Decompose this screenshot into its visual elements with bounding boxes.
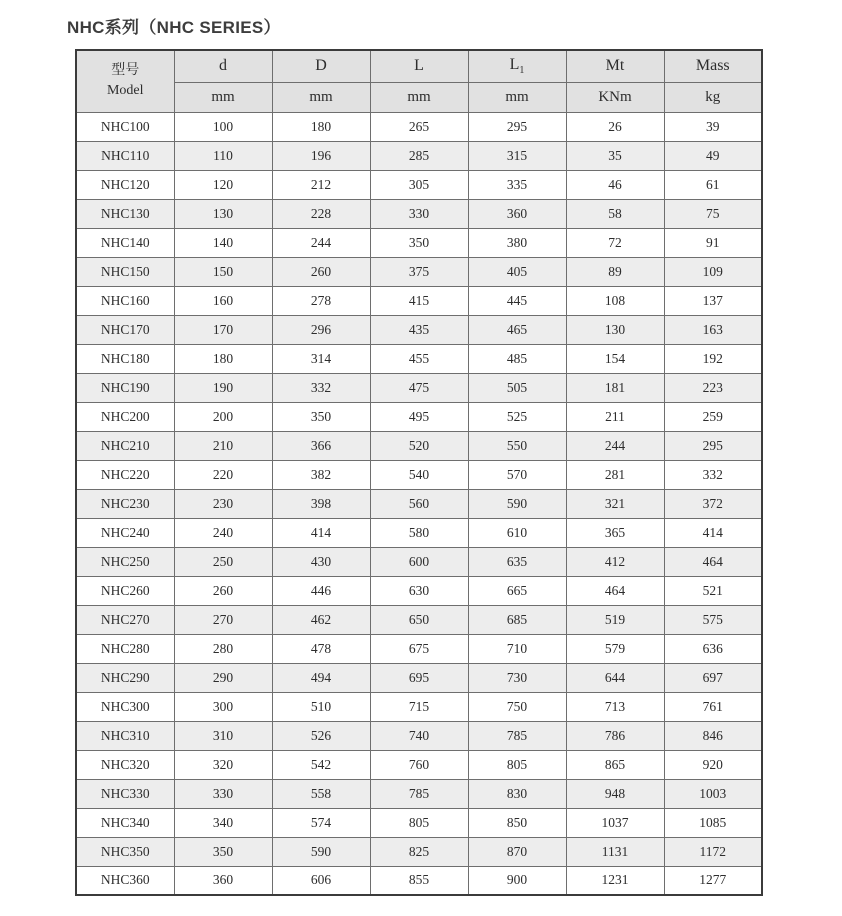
value-cell: 415 [370, 286, 468, 315]
model-cell: NHC320 [76, 750, 174, 779]
table-row [76, 199, 762, 228]
value-cell: 715 [370, 692, 468, 721]
table-row [76, 431, 762, 460]
value-cell: 350 [272, 402, 370, 431]
value-cell: 365 [566, 518, 664, 547]
value-cell: 200 [174, 402, 272, 431]
table-row [76, 837, 762, 866]
value-cell: 750 [468, 692, 566, 721]
value-cell: 430 [272, 547, 370, 576]
value-cell: 89 [566, 257, 664, 286]
column-header-D: D [272, 50, 370, 82]
value-cell: 285 [370, 141, 468, 170]
value-cell: 75 [664, 199, 762, 228]
value-cell: 192 [664, 344, 762, 373]
value-cell: 244 [566, 431, 664, 460]
value-cell: 740 [370, 721, 468, 750]
value-cell: 1172 [664, 837, 762, 866]
table-row [76, 866, 762, 895]
value-cell: 190 [174, 373, 272, 402]
value-cell: 130 [566, 315, 664, 344]
value-cell: 366 [272, 431, 370, 460]
model-cell: NHC180 [76, 344, 174, 373]
table-row [76, 112, 762, 141]
model-cell: NHC280 [76, 634, 174, 663]
value-cell: 300 [174, 692, 272, 721]
header-row-labels [76, 50, 762, 82]
model-cell: NHC350 [76, 837, 174, 866]
value-cell: 494 [272, 663, 370, 692]
value-cell: 332 [272, 373, 370, 402]
value-cell: 320 [174, 750, 272, 779]
value-cell: 61 [664, 170, 762, 199]
value-cell: 259 [664, 402, 762, 431]
value-cell: 72 [566, 228, 664, 257]
table-row [76, 141, 762, 170]
value-cell: 260 [272, 257, 370, 286]
column-header-d: d [174, 50, 272, 82]
value-cell: 360 [468, 199, 566, 228]
table-row [76, 489, 762, 518]
table-row [76, 344, 762, 373]
value-cell: 590 [272, 837, 370, 866]
value-cell: 350 [370, 228, 468, 257]
model-cell: NHC230 [76, 489, 174, 518]
value-cell: 1131 [566, 837, 664, 866]
value-cell: 445 [468, 286, 566, 315]
model-cell: NHC260 [76, 576, 174, 605]
value-cell: 295 [468, 112, 566, 141]
model-column-header [76, 50, 174, 112]
column-unit-Mass: kg [664, 82, 762, 112]
value-cell: 850 [468, 808, 566, 837]
value-cell: 630 [370, 576, 468, 605]
column-header-L1: $L_1$ [468, 50, 566, 82]
value-cell: 228 [272, 199, 370, 228]
value-cell: 580 [370, 518, 468, 547]
column-unit-D: mm [272, 82, 370, 112]
value-cell: 382 [272, 460, 370, 489]
value-cell: 211 [566, 402, 664, 431]
value-cell: 542 [272, 750, 370, 779]
value-cell: 435 [370, 315, 468, 344]
value-cell: 570 [468, 460, 566, 489]
value-cell: 846 [664, 721, 762, 750]
value-cell: 108 [566, 286, 664, 315]
value-cell: 58 [566, 199, 664, 228]
table-row [76, 547, 762, 576]
table-row [76, 286, 762, 315]
column-header-Mt: Mt [566, 50, 664, 82]
model-cell: NHC360 [76, 866, 174, 895]
value-cell: 314 [272, 344, 370, 373]
value-cell: 870 [468, 837, 566, 866]
value-cell: 230 [174, 489, 272, 518]
value-cell: 855 [370, 866, 468, 895]
value-cell: 540 [370, 460, 468, 489]
value-cell: 265 [370, 112, 468, 141]
value-cell: 761 [664, 692, 762, 721]
value-cell: 1085 [664, 808, 762, 837]
value-cell: 575 [664, 605, 762, 634]
value-cell: 305 [370, 170, 468, 199]
value-cell: 550 [468, 431, 566, 460]
value-cell: 462 [272, 605, 370, 634]
value-cell: 579 [566, 634, 664, 663]
column-unit-d: mm [174, 82, 272, 112]
value-cell: 695 [370, 663, 468, 692]
table-row [76, 257, 762, 286]
value-cell: 785 [370, 779, 468, 808]
value-cell: 260 [174, 576, 272, 605]
value-cell: 380 [468, 228, 566, 257]
model-cell: NHC140 [76, 228, 174, 257]
value-cell: 281 [566, 460, 664, 489]
value-cell: 196 [272, 141, 370, 170]
value-cell: 330 [370, 199, 468, 228]
value-cell: 825 [370, 837, 468, 866]
value-cell: 296 [272, 315, 370, 344]
table-body [76, 112, 762, 895]
model-cell: NHC110 [76, 141, 174, 170]
value-cell: 223 [664, 373, 762, 402]
table-row [76, 779, 762, 808]
value-cell: 100 [174, 112, 272, 141]
value-cell: 526 [272, 721, 370, 750]
value-cell: 455 [370, 344, 468, 373]
value-cell: 181 [566, 373, 664, 402]
model-cell: NHC300 [76, 692, 174, 721]
value-cell: 786 [566, 721, 664, 750]
model-header-cn: 型号 [111, 62, 140, 78]
value-cell: 710 [468, 634, 566, 663]
table-row [76, 402, 762, 431]
model-cell: NHC310 [76, 721, 174, 750]
value-cell: 160 [174, 286, 272, 315]
value-cell: 340 [174, 808, 272, 837]
value-cell: 372 [664, 489, 762, 518]
value-cell: 505 [468, 373, 566, 402]
value-cell: 244 [272, 228, 370, 257]
value-cell: 713 [566, 692, 664, 721]
value-cell: 154 [566, 344, 664, 373]
value-cell: 510 [272, 692, 370, 721]
model-cell: NHC250 [76, 547, 174, 576]
value-cell: 865 [566, 750, 664, 779]
column-unit-L: mm [370, 82, 468, 112]
value-cell: 375 [370, 257, 468, 286]
value-cell: 46 [566, 170, 664, 199]
value-cell: 805 [468, 750, 566, 779]
value-cell: 350 [174, 837, 272, 866]
value-cell: 446 [272, 576, 370, 605]
model-cell: NHC160 [76, 286, 174, 315]
model-cell: NHC220 [76, 460, 174, 489]
value-cell: 39 [664, 112, 762, 141]
value-cell: 558 [272, 779, 370, 808]
value-cell: 220 [174, 460, 272, 489]
value-cell: 290 [174, 663, 272, 692]
value-cell: 785 [468, 721, 566, 750]
nhc-series-table [75, 49, 763, 896]
value-cell: 1277 [664, 866, 762, 895]
value-cell: 948 [566, 779, 664, 808]
value-cell: 398 [272, 489, 370, 518]
value-cell: 636 [664, 634, 762, 663]
model-cell: NHC330 [76, 779, 174, 808]
model-cell: NHC290 [76, 663, 174, 692]
value-cell: 130 [174, 199, 272, 228]
value-cell: 163 [664, 315, 762, 344]
value-cell: 120 [174, 170, 272, 199]
value-cell: 150 [174, 257, 272, 286]
table-row [76, 576, 762, 605]
model-cell: NHC200 [76, 402, 174, 431]
value-cell: 332 [664, 460, 762, 489]
value-cell: 250 [174, 547, 272, 576]
value-cell: 109 [664, 257, 762, 286]
value-cell: 1231 [566, 866, 664, 895]
value-cell: 412 [566, 547, 664, 576]
table-row [76, 750, 762, 779]
table-row [76, 634, 762, 663]
header-row-units [76, 82, 762, 112]
value-cell: 610 [468, 518, 566, 547]
value-cell: 590 [468, 489, 566, 518]
value-cell: 650 [370, 605, 468, 634]
value-cell: 212 [272, 170, 370, 199]
value-cell: 405 [468, 257, 566, 286]
model-header-en: Model [106, 83, 144, 99]
table-row [76, 518, 762, 547]
value-cell: 1003 [664, 779, 762, 808]
model-cell: NHC240 [76, 518, 174, 547]
model-cell: NHC270 [76, 605, 174, 634]
model-cell: NHC170 [76, 315, 174, 344]
value-cell: 414 [664, 518, 762, 547]
value-cell: 730 [468, 663, 566, 692]
column-header-L: L [370, 50, 468, 82]
value-cell: 675 [370, 634, 468, 663]
value-cell: 310 [174, 721, 272, 750]
value-cell: 1037 [566, 808, 664, 837]
model-cell: NHC100 [76, 112, 174, 141]
value-cell: 180 [272, 112, 370, 141]
value-cell: 414 [272, 518, 370, 547]
value-cell: 465 [468, 315, 566, 344]
value-cell: 35 [566, 141, 664, 170]
value-cell: 644 [566, 663, 664, 692]
value-cell: 520 [370, 431, 468, 460]
table-row [76, 721, 762, 750]
value-cell: 830 [468, 779, 566, 808]
column-unit-L1: mm [468, 82, 566, 112]
value-cell: 295 [664, 431, 762, 460]
value-cell: 685 [468, 605, 566, 634]
table-row [76, 663, 762, 692]
value-cell: 920 [664, 750, 762, 779]
column-unit-Mt: KNm [566, 82, 664, 112]
table-header [76, 50, 762, 112]
value-cell: 495 [370, 402, 468, 431]
table-row [76, 228, 762, 257]
model-cell: NHC210 [76, 431, 174, 460]
model-cell: NHC120 [76, 170, 174, 199]
table-row [76, 170, 762, 199]
model-cell: NHC190 [76, 373, 174, 402]
table-row [76, 808, 762, 837]
model-cell: NHC340 [76, 808, 174, 837]
table-row [76, 460, 762, 489]
value-cell: 210 [174, 431, 272, 460]
value-cell: 475 [370, 373, 468, 402]
value-cell: 140 [174, 228, 272, 257]
table-row [76, 373, 762, 402]
table-row [76, 605, 762, 634]
value-cell: 600 [370, 547, 468, 576]
value-cell: 485 [468, 344, 566, 373]
value-cell: 240 [174, 518, 272, 547]
value-cell: 270 [174, 605, 272, 634]
value-cell: 315 [468, 141, 566, 170]
model-cell: NHC150 [76, 257, 174, 286]
value-cell: 280 [174, 634, 272, 663]
value-cell: 760 [370, 750, 468, 779]
model-cell: NHC130 [76, 199, 174, 228]
value-cell: 519 [566, 605, 664, 634]
value-cell: 635 [468, 547, 566, 576]
value-cell: 478 [272, 634, 370, 663]
table-row [76, 692, 762, 721]
value-cell: 110 [174, 141, 272, 170]
column-header-Mass: Mass [664, 50, 762, 82]
value-cell: 697 [664, 663, 762, 692]
value-cell: 170 [174, 315, 272, 344]
value-cell: 525 [468, 402, 566, 431]
value-cell: 49 [664, 141, 762, 170]
table-row [76, 315, 762, 344]
value-cell: 137 [664, 286, 762, 315]
value-cell: 335 [468, 170, 566, 199]
value-cell: 26 [566, 112, 664, 141]
value-cell: 330 [174, 779, 272, 808]
value-cell: 180 [174, 344, 272, 373]
value-cell: 321 [566, 489, 664, 518]
value-cell: 464 [566, 576, 664, 605]
value-cell: 464 [664, 547, 762, 576]
value-cell: 805 [370, 808, 468, 837]
page-title: NHC系列（NHC SERIES） [67, 18, 281, 37]
value-cell: 900 [468, 866, 566, 895]
value-cell: 521 [664, 576, 762, 605]
value-cell: 574 [272, 808, 370, 837]
value-cell: 665 [468, 576, 566, 605]
value-cell: 91 [664, 228, 762, 257]
value-cell: 278 [272, 286, 370, 315]
value-cell: 560 [370, 489, 468, 518]
value-cell: 360 [174, 866, 272, 895]
value-cell: 606 [272, 866, 370, 895]
